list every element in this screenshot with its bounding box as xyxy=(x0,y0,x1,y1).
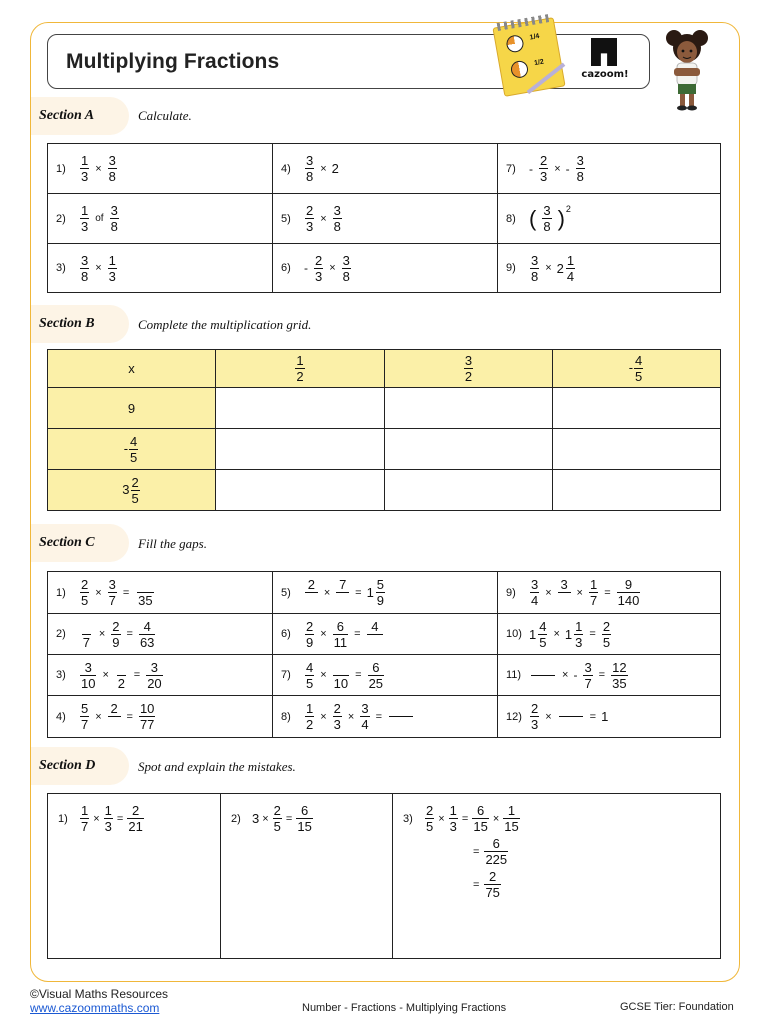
question-a3: 3) $\frac{3}{8}$ × $\frac{1}{3}$ xyxy=(48,244,273,293)
question-a1: 1) $\frac{1}{3}$ × $\frac{3}{8}$ xyxy=(48,144,273,194)
notepad-rings xyxy=(497,14,550,31)
question-c6: 6) $\frac{2}{9}$ × $\frac{6}{11}$ = 4 xyxy=(273,614,498,655)
grid-answer-cell[interactable] xyxy=(385,470,553,511)
q-number: 9) xyxy=(506,586,516,599)
grid-corner: x xyxy=(48,350,216,388)
question-a4: 4) $\frac{3}{8}$ × 2 xyxy=(273,144,498,194)
tier-text: GCSE Tier: Foundation xyxy=(620,1001,734,1013)
mistake-2[interactable]: 2) 3 × $\frac{2}{5}$ = $\frac{6}{15}$ xyxy=(221,794,393,959)
fraction: $\frac{2}{3}$ xyxy=(540,153,548,184)
fraction: $\frac{3}{8}$ xyxy=(306,153,314,184)
q-number: 8) xyxy=(281,710,291,723)
topic-text: Number - Fractions - Multiplying Fractions xyxy=(302,1002,507,1014)
q-number: 12) xyxy=(506,710,522,723)
question-a6: 6) - $\frac{2}{3}$ × $\frac{3}{8}$ xyxy=(273,244,498,293)
q-number: 5) xyxy=(281,212,291,225)
question-c10: 10) 1 $\frac{4}{5}$ × 1 $\frac{1}{3}$ = $\frac{2}{5}$ xyxy=(498,614,721,655)
notepad-logo-icon xyxy=(492,17,565,97)
quarter-pie-icon xyxy=(505,34,525,54)
grid-row-header: 3 $\frac{2}{5}$ xyxy=(48,470,216,511)
q-number: 2) xyxy=(56,628,66,640)
question-c8: 8) $\frac{1}{2}$ × $\frac{2}{3}$ × $\frac{3}{4}$ = xyxy=(273,696,498,738)
exponent: 2 xyxy=(565,204,571,214)
q-number: 9) xyxy=(506,262,516,274)
section-a-tag: Section A xyxy=(31,97,129,135)
fraction: 3 8 xyxy=(543,203,551,234)
q-number: 4) xyxy=(281,162,291,175)
cazoom-logo xyxy=(574,36,636,86)
multiplication-grid xyxy=(47,349,721,511)
q-number: 2) xyxy=(231,812,241,825)
q-number: 7) xyxy=(281,669,291,681)
grid-answer-cell[interactable] xyxy=(216,388,385,429)
q-number: 3) xyxy=(56,669,66,681)
grid-answer-cell[interactable] xyxy=(385,429,553,470)
fraction: $\frac{3}{8}$ xyxy=(342,252,350,284)
blank[interactable] xyxy=(559,716,583,717)
question-a9: 9) $\frac{3}{8}$ × 2 1 4 xyxy=(498,244,721,293)
q-number: 1) xyxy=(56,586,66,599)
question-c3: 3) $\frac{3}{10}$ × 2 = $\frac{3}{20}$ xyxy=(48,655,273,696)
fraction: $\frac{2}{3}$ xyxy=(306,203,314,234)
grid-answer-cell[interactable] xyxy=(553,470,721,511)
fraction: $\frac{3}{8}$ xyxy=(108,153,116,184)
question-c7: 7) $\frac{4}{5}$ × 10 = $\frac{6}{25}$ xyxy=(273,655,498,696)
fraction: 3 8 xyxy=(576,153,584,184)
section-c-tag: Section C xyxy=(31,524,129,562)
logo-fraction-b: 1/2 xyxy=(533,58,545,68)
fraction: $\frac{3}{8}$ xyxy=(333,203,341,234)
section-d-table xyxy=(47,793,721,959)
working-step: = $\frac{6}{225}$ xyxy=(473,836,508,867)
whole-number: 2 xyxy=(556,260,564,276)
cazoom-logo-text: cazoom! xyxy=(581,69,629,80)
student-mascot-icon xyxy=(662,26,712,112)
q-number: 7) xyxy=(506,162,516,175)
whole-number: 3 xyxy=(122,481,130,497)
q-number: 10) xyxy=(506,628,522,640)
question-c4: 4) $\frac{5}{7}$ × 2 = $\frac{10}{77}$ xyxy=(48,696,273,738)
question-c2: 2) 7 × $\frac{2}{9}$ = $\frac{4}{63}$ xyxy=(48,614,273,655)
q-number: 3) xyxy=(403,812,413,825)
fraction: 3 8 xyxy=(110,203,118,234)
question-c1: 1) $\frac{2}{5}$ × $\frac{3}{7}$ = 35 xyxy=(48,572,273,614)
grid-row-header: - $\frac{4}{5}$ xyxy=(48,429,216,470)
website-link-text[interactable]: www.cazoommaths.com xyxy=(30,1001,160,1015)
fraction: 1 4 xyxy=(566,252,575,284)
section-c-instruction: Fill the gaps. xyxy=(138,536,207,551)
grid-col-header: $\frac{3}{2}$ xyxy=(385,350,553,388)
section-b-tag: Section B xyxy=(31,305,129,343)
q-number: 2) xyxy=(56,212,66,225)
q-number: 1) xyxy=(58,812,68,825)
fraction: $\frac{1}{3}$ xyxy=(108,252,116,284)
working-step: = $\frac{2}{75}$ xyxy=(473,869,500,900)
q-number: 5) xyxy=(281,586,291,599)
grid-answer-cell[interactable] xyxy=(553,429,721,470)
half-pie-icon xyxy=(510,59,530,79)
q-number: 8) xyxy=(506,212,516,225)
copyright-text: ©Visual Maths Resources xyxy=(30,987,169,1001)
result-number: 1 xyxy=(601,709,609,724)
section-d-instruction: Spot and explain the mistakes. xyxy=(138,759,296,774)
section-d-tag: Section D xyxy=(31,747,129,785)
cazoom-logo-mark xyxy=(591,38,617,66)
question-c12: 12) $\frac{2}{3}$ × = 1 xyxy=(498,696,721,738)
logo-fraction-a: 1/4 xyxy=(529,32,540,42)
grid-row-header: 9 xyxy=(48,388,216,429)
mistake-1[interactable]: 1) $\frac{1}{7}$ × $\frac{1}{3}$ = $\frac{2}{21}$ xyxy=(48,794,221,959)
question-c5: 5) 2 × 7 = 1 5 9 xyxy=(273,572,498,614)
question-c11: 11) × - $\frac{3}{7}$ = $\frac{12}{35}$ xyxy=(498,655,721,696)
grid-answer-cell[interactable] xyxy=(385,388,553,429)
mistake-3[interactable]: 3) $\frac{2}{5}$ × $\frac{1}{3}$ = $\frac{6}{15}$ × $\frac{1}{15}$ = $\frac{6}{225}$ = $\frac{2}{75}$ xyxy=(393,794,721,959)
fraction: $\frac{2}{3}$ xyxy=(315,252,323,284)
section-a-table xyxy=(47,143,721,293)
page-title: Multiplying Fractions xyxy=(66,50,280,73)
q-number: 3) xyxy=(56,262,66,274)
blank[interactable] xyxy=(389,716,413,717)
fraction: 1 3 xyxy=(81,203,89,234)
question-a7: 7) - $\frac{2}{3}$ × - 3 8 xyxy=(498,144,721,194)
whole-number: 3 xyxy=(252,811,260,826)
fraction: $\frac{3}{8}$ xyxy=(81,252,89,284)
question-a2 xyxy=(48,194,273,244)
grid-answer-cell[interactable] xyxy=(216,470,385,511)
q-number: 1) xyxy=(56,162,66,175)
grid-col-header: $\frac{1}{2}$ xyxy=(216,350,385,388)
question-a8: 8) ( 3 8 ) $^2$ xyxy=(498,194,721,244)
section-b-instruction: Complete the multiplication grid. xyxy=(138,317,312,332)
whole-number: 1 xyxy=(366,585,374,600)
grid-col-header: - $\frac{4}{5}$ xyxy=(553,350,721,388)
grid-answer-cell[interactable] xyxy=(216,429,385,470)
website-link[interactable] xyxy=(30,1001,159,1015)
whole-number: 2 xyxy=(331,161,339,176)
fraction: $\frac{1}{3}$ xyxy=(81,153,89,184)
section-a-instruction: Calculate. xyxy=(138,108,192,123)
question-c9: 9) $\frac{3}{4}$ × 3 × $\frac{1}{7}$ = $\frac{9}{140}$ xyxy=(498,572,721,614)
blank[interactable] xyxy=(531,675,555,676)
of-word: of xyxy=(95,213,104,224)
q-number: 6) xyxy=(281,628,291,640)
whole-number: 1 xyxy=(529,626,537,642)
section-c-table xyxy=(47,571,721,738)
whole-number: 1 xyxy=(564,626,573,642)
grid-answer-cell[interactable] xyxy=(553,388,721,429)
fraction: $\frac{3}{8}$ xyxy=(531,252,539,284)
q-number: 11) xyxy=(506,669,522,681)
q-number: 4) xyxy=(56,710,66,723)
q-number: 6) xyxy=(281,262,291,274)
question-a5: 5) $\frac{2}{3}$ × $\frac{3}{8}$ xyxy=(273,194,498,244)
